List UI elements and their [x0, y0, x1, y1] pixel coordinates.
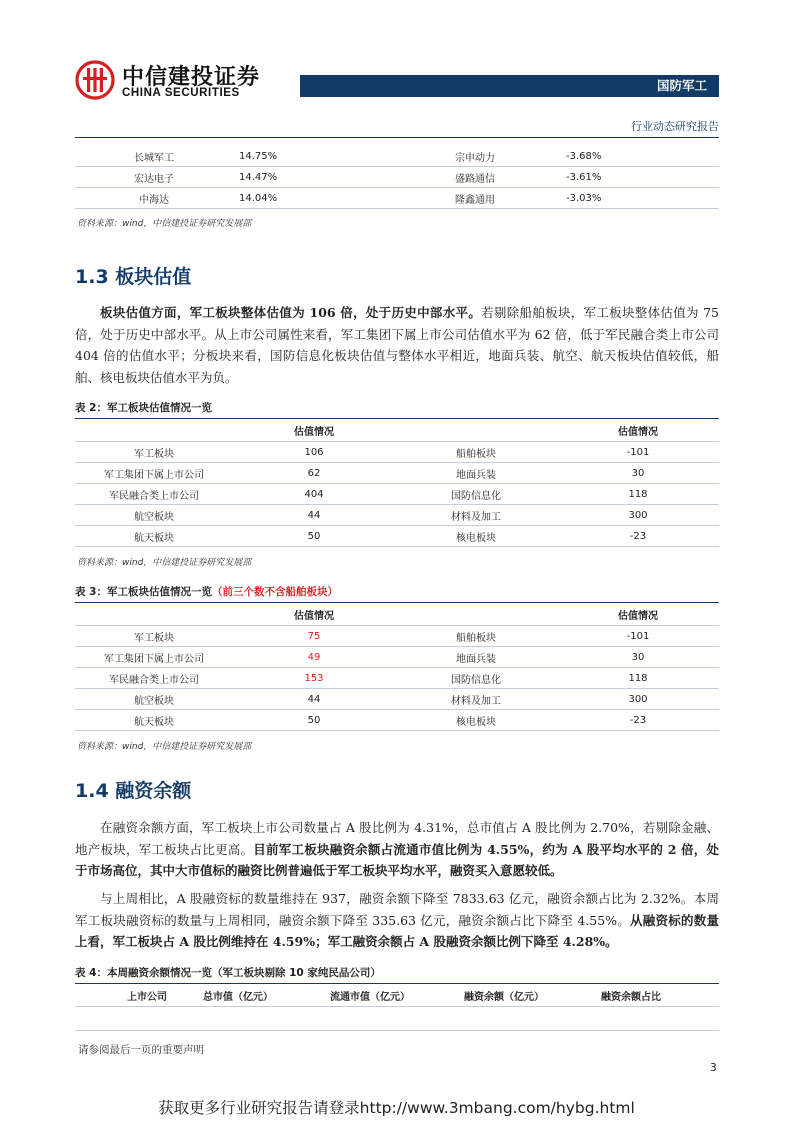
margin-paragraph-1-bold: 目前军工板块融资余额占流通市值比例为 4.55%，约为 A 股平均水平的 2 倍，处于市场高位，其中大市值标的融资比例普遍低于军工板块平均水平，融资买入意愿较低。	[75, 841, 719, 878]
cell: -3.03%	[560, 188, 719, 209]
section-heading-margin-balance: 1.4 融资余额	[75, 780, 192, 802]
cell: 船舶板块	[395, 442, 557, 463]
cell: 材料及加工	[395, 505, 557, 526]
cell: 航空板块	[75, 689, 233, 710]
cell: -23	[557, 526, 719, 547]
column-header	[395, 603, 557, 626]
table-row	[75, 146, 719, 167]
valuation-paragraph	[75, 302, 719, 388]
cell: 14.04%	[233, 188, 390, 209]
table3-caption	[75, 584, 338, 599]
cell: 44	[233, 689, 395, 710]
cell: 航天板块	[75, 710, 233, 731]
top-gainers-losers-table	[75, 146, 719, 209]
table-row	[75, 188, 719, 209]
header-sector-bar	[300, 75, 719, 97]
column-header: 估值情况	[233, 603, 395, 626]
column-header: 总市值（亿元）	[173, 984, 303, 1007]
cell: 军工板块	[75, 626, 233, 647]
table4-caption: 表 4：本周融资余额情况一览（军工板块剔除 10 家纯民品公司）	[75, 967, 381, 979]
china-securities-logo-icon	[75, 60, 115, 100]
disclaimer-note: 请参阅最后一页的重要声明	[78, 1044, 204, 1056]
cell: 军民融合类上市公司	[75, 668, 233, 689]
table-header-row	[75, 984, 719, 1007]
table-row	[75, 668, 719, 689]
page-number: 3	[710, 1062, 717, 1074]
source-note: 资料来源：wind，中信建投证券研究发展部	[77, 219, 252, 229]
margin-paragraph-2-bold: 从融资标的数量上看，军工板块占 A 股比例维持在 4.59%；军工融资余额占 A 股融资余额比例下降至 4.28%。	[75, 912, 719, 949]
cell: 宗申动力	[390, 146, 560, 167]
cell: 49	[233, 647, 395, 668]
cell: 118	[557, 668, 719, 689]
cell: 14.75%	[233, 146, 390, 167]
report-type-label: 行业动态研究报告	[631, 120, 719, 133]
cell: -101	[557, 442, 719, 463]
cell: 14.47%	[233, 167, 390, 188]
cell: 118	[557, 484, 719, 505]
cell: 地面兵装	[395, 463, 557, 484]
table-row	[75, 647, 719, 668]
cell: 300	[557, 689, 719, 710]
cell: 军民融合类上市公司	[75, 484, 233, 505]
margin-paragraph-2	[75, 888, 719, 953]
cell: 隆鑫通用	[390, 188, 560, 209]
cell: 50	[233, 526, 395, 547]
section-heading-valuation: 1.3 板块估值	[75, 266, 192, 288]
cell: 153	[233, 668, 395, 689]
column-header: 估值情况	[557, 419, 719, 442]
cell: 30	[557, 647, 719, 668]
cell: 国防信息化	[395, 668, 557, 689]
cell: 长城军工	[75, 146, 233, 167]
cell: 地面兵装	[395, 647, 557, 668]
column-header	[395, 419, 557, 442]
column-header	[75, 419, 233, 442]
cell: 62	[233, 463, 395, 484]
cell: 宏达电子	[75, 167, 233, 188]
cell: -23	[557, 710, 719, 731]
table-header-row	[75, 419, 719, 442]
cell: 30	[557, 463, 719, 484]
logo-chinese-name: 中信建投证券	[122, 65, 261, 90]
table2-caption: 表 2：军工板块估值情况一览	[75, 402, 212, 414]
table-row	[75, 505, 719, 526]
source-note: 资料来源：wind，中信建投证券研究发展部	[77, 742, 252, 752]
cell: 44	[233, 505, 395, 526]
cell: 75	[233, 626, 395, 647]
table-row	[75, 442, 719, 463]
cell: 军工集团下属上市公司	[75, 463, 233, 484]
table-row	[75, 167, 719, 188]
column-header	[75, 603, 233, 626]
cell: -3.61%	[560, 167, 719, 188]
table-row	[75, 710, 719, 731]
cell: 航空板块	[75, 505, 233, 526]
cell: -101	[557, 626, 719, 647]
source-note: 资料来源：wind，中信建投证券研究发展部	[77, 558, 252, 568]
logo-english-name: CHINA SECURITIES	[122, 87, 240, 99]
margin-paragraph-1-text: 在融资余额方面，军工板块上市公司数量占 A 股比例为 4.31%，总市值占 A 股比例为 2.70%，若剔除金融、地产板块，军工板块占比更高。	[75, 820, 719, 857]
table-row	[75, 484, 719, 505]
column-header: 估值情况	[233, 419, 395, 442]
column-header: 流通市值（亿元）	[303, 984, 437, 1007]
margin-balance-table	[75, 984, 719, 1007]
cell: -3.68%	[560, 146, 719, 167]
cell: 航天板块	[75, 526, 233, 547]
cell: 50	[233, 710, 395, 731]
cell: 船舶板块	[395, 626, 557, 647]
margin-paragraph-1	[75, 817, 719, 882]
cell: 盛路通信	[390, 167, 560, 188]
column-header: 上市公司	[75, 984, 173, 1007]
column-header: 估值情况	[557, 603, 719, 626]
column-header: 融资余额占比	[571, 984, 691, 1007]
cell: 军工集团下属上市公司	[75, 647, 233, 668]
cell: 中海达	[75, 188, 233, 209]
table3-caption-note: （前三个数不含船舶板块）	[211, 586, 338, 598]
watermark-link[interactable]: 获取更多行业研究报告请登录http://www.3mbang.com/hybg.html	[158, 1099, 635, 1117]
table3-caption-text: 表 3：军工板块估值情况一览	[75, 586, 212, 598]
cell: 106	[233, 442, 395, 463]
valuation-paragraph-bold: 板块估值方面，军工板块整体估值为 106 倍，处于历史中部水平。	[100, 305, 482, 320]
table-row	[75, 526, 719, 547]
table-row	[75, 689, 719, 710]
margin-paragraph-2-text: 与上周相比，A 股融资标的数量维持在 937，融资余额下降至 7833.63 亿元，融资余额占比为 2.32%。本周军工板块融资标的数量与上周相同，融资余额下降至 335.63 亿元，融资余额占比下降至 4.55%。	[75, 891, 719, 928]
column-header: 融资余额（亿元）	[437, 984, 571, 1007]
valuation-ex-shipbuilding-table	[75, 603, 719, 731]
table-row	[75, 463, 719, 484]
cell: 军工板块	[75, 442, 233, 463]
table-header-row	[75, 603, 719, 626]
column-header-empty	[691, 984, 719, 1007]
sector-label: 国防军工	[656, 78, 707, 93]
cell: 404	[233, 484, 395, 505]
cell: 国防信息化	[395, 484, 557, 505]
header-divider	[75, 137, 719, 138]
cell: 核电板块	[395, 710, 557, 731]
cell: 300	[557, 505, 719, 526]
valuation-table	[75, 419, 719, 547]
valuation-paragraph-text: 若剔除船舶板块，军工板块整体估值为 75 倍，处于历史中部水平。从上市公司属性来看，军工集团下属上市公司估值水平为 62 倍，低于军民融合类上市公司 404 倍的估值水平；分板块来看，国防信息化板块估值与整体水平相近，地面兵装、航空、航天板块估值较低，船舶、核电板块估值水平为负。	[75, 305, 719, 385]
table-row	[75, 626, 719, 647]
cell: 核电板块	[395, 526, 557, 547]
footer-divider	[75, 1030, 719, 1031]
cell: 材料及加工	[395, 689, 557, 710]
